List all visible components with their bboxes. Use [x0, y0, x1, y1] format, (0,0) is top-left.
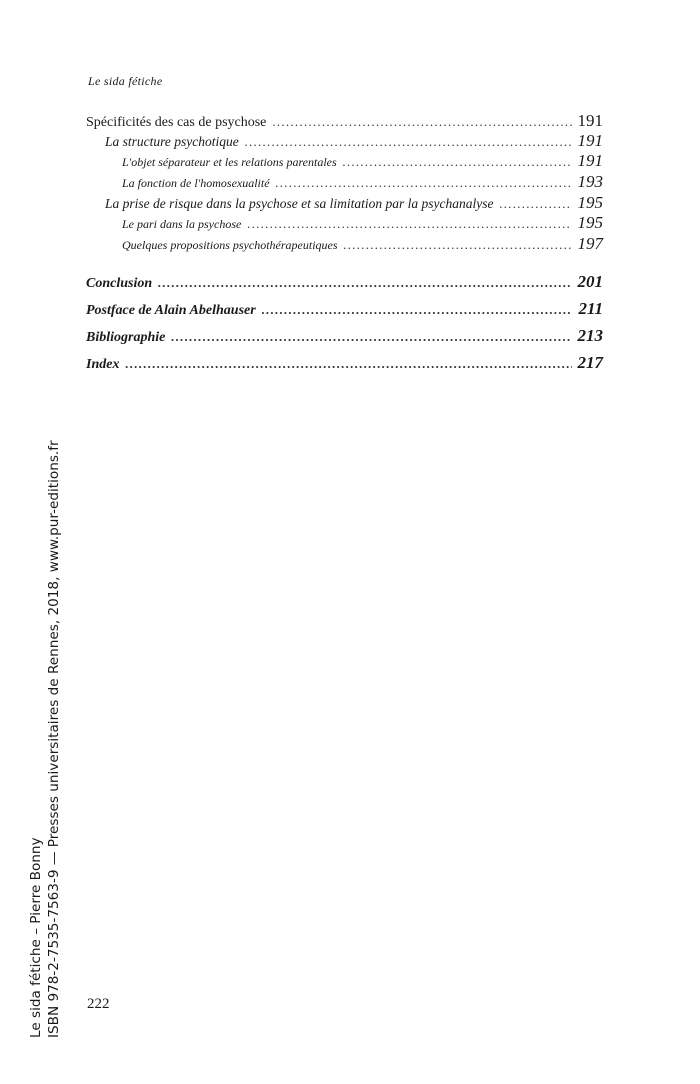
- toc-entry-page: 211: [578, 299, 603, 318]
- toc-entry-page: 201: [577, 272, 603, 291]
- dot-leader: [125, 356, 571, 372]
- dot-leader: [344, 237, 572, 253]
- toc-entry-page: 191: [577, 111, 603, 130]
- toc-entry-label: Bibliographie: [86, 330, 166, 345]
- dot-leader: [499, 196, 571, 212]
- table-of-contents: [86, 111, 603, 380]
- toc-entry[interactable]: [86, 234, 603, 255]
- toc-entry-page: 195: [577, 213, 603, 232]
- toc-entry-label: La fonction de l'homosexualité: [122, 176, 270, 190]
- dot-leader: [158, 275, 571, 291]
- dot-leader: [343, 154, 572, 170]
- dot-leader: [245, 134, 572, 150]
- toc-entry-label: Postface de Alain Abelhauser: [86, 303, 256, 318]
- dot-leader: [276, 175, 572, 191]
- dot-leader: [247, 216, 571, 232]
- toc-entry-page: 197: [577, 234, 603, 253]
- toc-entry[interactable]: [86, 111, 603, 131]
- toc-entry-page: 213: [577, 326, 603, 345]
- toc-entry[interactable]: [86, 131, 603, 151]
- toc-entry-label: Conclusion: [86, 276, 153, 291]
- toc-major-entry[interactable]: [86, 353, 603, 380]
- dot-leader: [272, 114, 571, 130]
- margin-note-line: Le sida fétiche – Pierre Bonny: [28, 837, 44, 1038]
- toc-major-entry[interactable]: [86, 326, 603, 353]
- page-number: 222: [87, 996, 110, 1012]
- toc-entry-page: 191: [577, 151, 603, 170]
- toc-entry-page: 195: [577, 193, 603, 212]
- toc-entry-label: La prise de risque dans la psychose et sa limitation par la psychanalyse: [105, 196, 494, 211]
- toc-entry-label: Le pari dans la psychose: [122, 217, 242, 231]
- toc-entry-label: Spécificités des cas de psychose: [86, 115, 267, 130]
- dot-leader: [262, 302, 573, 318]
- toc-entry-page: 217: [577, 353, 603, 372]
- toc-major-entry[interactable]: [86, 272, 603, 299]
- toc-entry-label: Quelques propositions psychothérapeutiques: [122, 238, 338, 252]
- toc-entry-label: L'objet séparateur et les relations parentales: [122, 155, 337, 169]
- toc-entry-page: 193: [577, 172, 603, 191]
- toc-entry-label: La structure psychotique: [105, 134, 239, 149]
- toc-entry[interactable]: [86, 172, 603, 193]
- toc-entry[interactable]: [86, 151, 603, 172]
- toc-entry[interactable]: [86, 193, 603, 213]
- running-head: Le sida fétiche: [88, 74, 163, 88]
- section-gap: [86, 255, 603, 272]
- toc-major-entry[interactable]: [86, 299, 603, 326]
- copyright-margin-note: [27, 440, 63, 1038]
- toc-entry[interactable]: [86, 213, 603, 234]
- dot-leader: [171, 329, 571, 345]
- toc-entry-page: 191: [577, 131, 603, 150]
- margin-note-line: ISBN 978-2-7535-7563-9 — Presses universitaires de Rennes, 2018, www.pur-editions.fr: [46, 440, 62, 1038]
- toc-entry-label: Index: [86, 357, 120, 372]
